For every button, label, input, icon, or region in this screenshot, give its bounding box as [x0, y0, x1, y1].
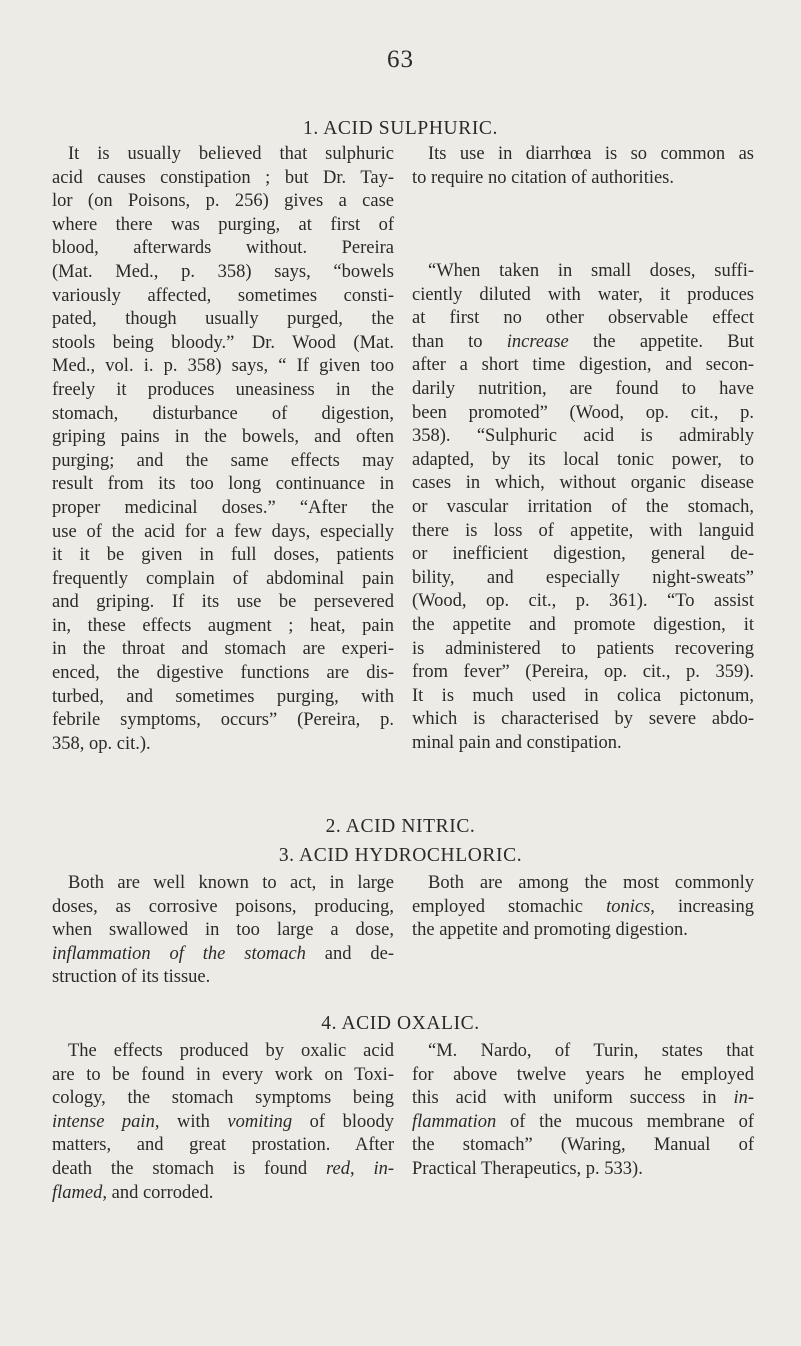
text-line: than to increase the appetite. But	[412, 331, 754, 352]
text-line: matters, and great prostation. After	[52, 1135, 394, 1156]
text-line: frequently complain of abdominal pain	[52, 568, 394, 589]
italic-emphasis: intense pain	[52, 1111, 155, 1132]
text-line: inflammation of the stomach and de-	[52, 943, 394, 964]
paragraph	[52, 872, 394, 990]
paragraph	[52, 1040, 394, 1205]
text-line: been promoted” (Wood, op. cit., p.	[412, 402, 754, 423]
italic-emphasis: flamed	[52, 1182, 103, 1203]
italic-emphasis: vomiting	[227, 1111, 293, 1132]
paragraph	[412, 1040, 754, 1182]
text-line: “When taken in small doses, suffi-	[428, 261, 754, 281]
text-line: purging; and the same effects may	[52, 450, 394, 471]
text-line: pated, though usually purged, the	[52, 309, 394, 330]
text-line: ciently diluted with water, it produces	[412, 284, 754, 305]
paragraph	[412, 872, 754, 943]
text-line: flammation of the mucous membrane of	[412, 1111, 754, 1132]
text-line: (Mat. Med., p. 358) says, “bowels	[52, 261, 394, 282]
text-line: Both are among the most commonly	[428, 873, 754, 893]
italic-emphasis: in-	[373, 1158, 394, 1179]
text-line: it it be given in full doses, patients	[52, 545, 394, 566]
oxalic-left-column	[52, 1040, 394, 1205]
text-line: freely it produces uneasiness in the	[52, 379, 394, 400]
text-line: in, these effects augment ; heat, pain	[52, 615, 394, 636]
text-line: the appetite and promoting digestion.	[412, 920, 688, 941]
sulphuric-right-column-tonic	[412, 260, 754, 755]
text-line: minal pain and constipation.	[412, 732, 622, 753]
text-line: in the throat and stomach are experi-	[52, 639, 394, 660]
text-line: stools being bloody.” Dr. Wood (Mat.	[52, 332, 394, 353]
text-line: when swallowed in too large a dose,	[52, 920, 394, 941]
text-line: for above twelve years he employed	[412, 1064, 754, 1085]
text-line: to require no citation of authorities.	[412, 167, 675, 188]
text-line: The effects produced by oxalic acid	[68, 1041, 394, 1061]
text-line: from fever” (Pereira, op. cit., p. 359).	[412, 662, 754, 683]
text-line: variously affected, sometimes consti-	[52, 285, 394, 306]
text-line: stomach, disturbance of digestion,	[52, 403, 394, 424]
paragraph	[412, 143, 754, 190]
text-line: bility, and especially night-sweats”	[412, 567, 754, 588]
text-line: cases in which, without organic disease	[412, 473, 754, 494]
text-line: 358, op. cit.).	[52, 733, 151, 754]
oxalic-right-column	[412, 1040, 754, 1182]
text-line: struction of its tissue.	[52, 967, 211, 988]
paragraph	[52, 143, 394, 756]
text-line: is administered to patients recovering	[412, 638, 754, 659]
text-line: blood, afterwards without. Pereira	[52, 238, 394, 259]
text-line: intense pain, with vomiting of bloody	[52, 1111, 395, 1132]
text-line: employed stomachic tonics, increasing	[412, 896, 754, 917]
text-line: acid causes constipation ; but Dr. Tay-	[52, 167, 394, 188]
text-line: after a short time digestion, and secon-	[412, 355, 754, 376]
text-line: Its use in diarrhœa is so common as	[428, 144, 754, 164]
text-line: turbed, and sometimes purging, with	[52, 686, 394, 707]
text-line: Both are well known to act, in large	[68, 873, 394, 893]
text-line: the stomach” (Waring, Manual of	[412, 1135, 754, 1156]
section-heading-acid-nitric: 2. ACID NITRIC.	[325, 816, 476, 837]
text-line: doses, as corrosive poisons, producing,	[52, 896, 394, 917]
text-line: result from its too long continuance in	[52, 474, 394, 495]
text-line: there is loss of appetite, with languid	[412, 520, 754, 541]
page-number: 63	[387, 46, 414, 73]
text-line: which is characterised by severe abdo-	[412, 709, 754, 730]
text-line: lor (on Poisons, p. 256) gives a case	[52, 191, 394, 212]
text-line: It is much used in colica pictonum,	[412, 685, 754, 706]
text-line: and griping. If its use be persevered	[52, 592, 394, 613]
text-line: or inefficient digestion, general de-	[412, 544, 754, 565]
italic-emphasis: inflammation of the stomach	[52, 943, 306, 964]
text-line: the appetite and promote digestion, it	[412, 614, 754, 635]
italic-emphasis: red	[325, 1158, 350, 1179]
text-line: cology, the stomach symptoms being	[52, 1088, 394, 1109]
text-line: use of the acid for a few days, especially	[52, 521, 394, 542]
text-line: “M. Nardo, of Turin, states that	[428, 1041, 754, 1061]
text-line: It is usually believed that sulphuric	[68, 144, 394, 164]
text-line: griping pains in the bowels, and often	[52, 427, 394, 448]
hydrochloric-right-column	[412, 872, 754, 943]
text-line: Practical Therapeutics, p. 533).	[412, 1158, 643, 1179]
sulphuric-left-column	[52, 143, 394, 756]
italic-emphasis: in-	[733, 1088, 754, 1109]
text-line: enced, the digestive functions are dis-	[52, 663, 394, 684]
text-line: at first no other observable effect	[412, 308, 754, 329]
text-line: darily nutrition, are found to have	[412, 378, 754, 399]
text-line: this acid with uniform success in in-	[412, 1088, 754, 1109]
text-line: are to be found in every work on Toxi-	[52, 1064, 394, 1085]
section-heading-acid-sulphuric: 1. ACID SULPHURIC.	[303, 118, 498, 139]
text-line: adapted, by its local tonic power, to	[412, 449, 754, 470]
section-heading-acid-hydrochloric: 3. ACID HYDROCHLORIC.	[278, 845, 523, 866]
sulphuric-right-column-diarrhoea	[412, 143, 754, 190]
text-line: 358). “Sulphuric acid is admirably	[412, 426, 754, 447]
italic-emphasis: tonics	[606, 896, 651, 917]
text-line: proper medicinal doses.” “After the	[52, 497, 394, 518]
text-line: death the stomach is found red, in-	[52, 1158, 394, 1179]
italic-emphasis: increase	[506, 331, 569, 352]
section-heading-acid-oxalic: 4. ACID OXALIC.	[321, 1013, 480, 1034]
paragraph	[412, 260, 754, 755]
text-line: (Wood, op. cit., p. 361). “To assist	[412, 591, 754, 612]
italic-emphasis: flammation	[412, 1111, 497, 1132]
hydrochloric-left-column	[52, 872, 394, 990]
text-line: flamed, and corroded.	[52, 1182, 214, 1203]
text-line: where there was purging, at first of	[52, 214, 394, 235]
text-line: febrile symptoms, occurs” (Pereira, p.	[52, 710, 394, 731]
text-line: or vascular irritation of the stomach,	[412, 496, 754, 517]
text-line: Med., vol. i. p. 358) says, “ If given too	[52, 356, 394, 377]
